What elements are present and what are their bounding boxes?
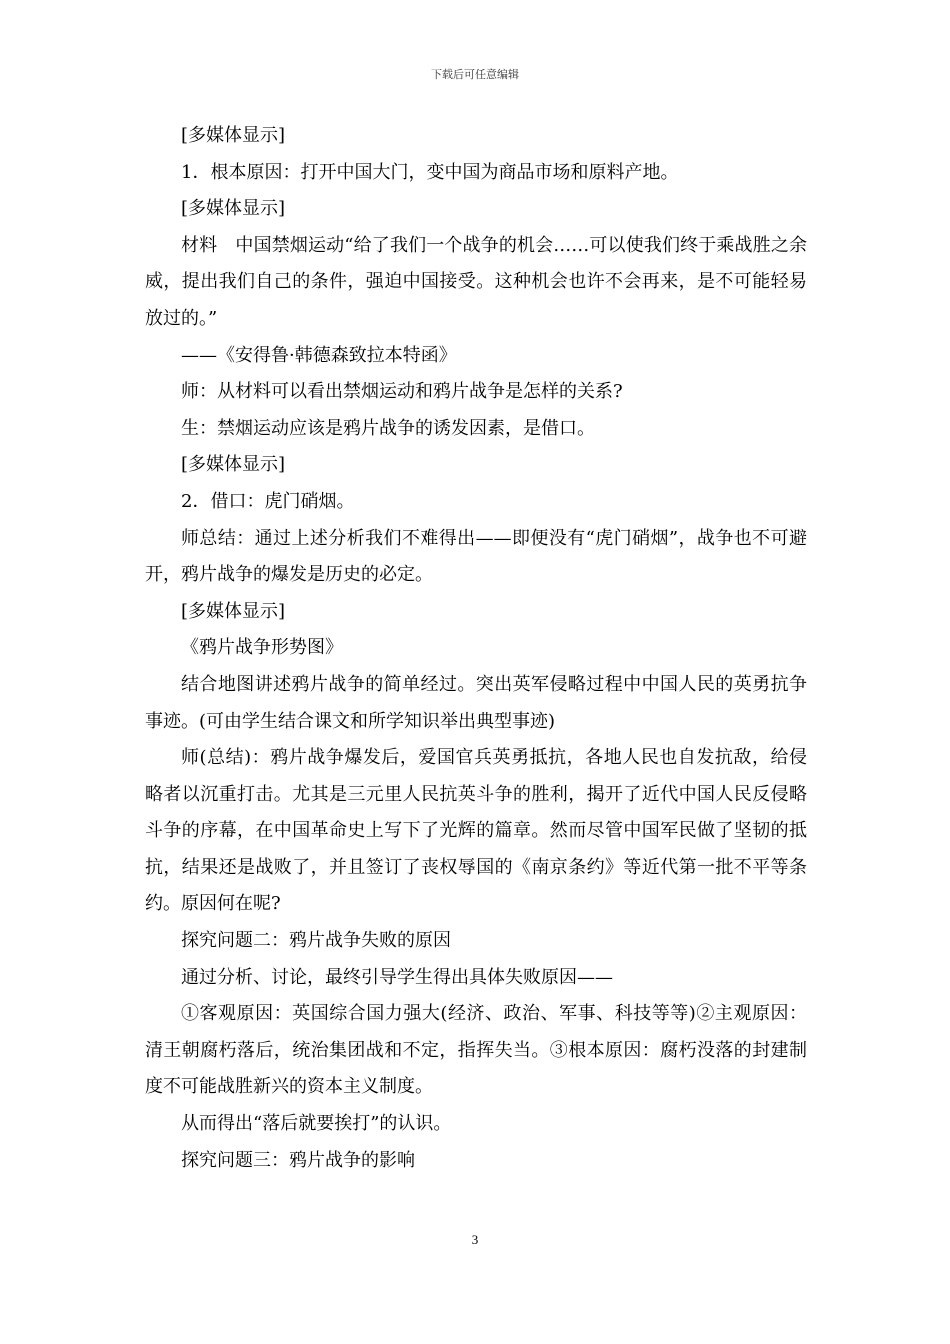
paragraph: [多媒体显示] xyxy=(181,198,286,220)
paragraph: 生：禁烟运动应该是鸦片战争的诱发因素，是借口。 xyxy=(181,417,595,439)
page-number: 3 xyxy=(471,1232,479,1247)
paragraph: 探究问题二：鸦片战争失败的原因 xyxy=(181,930,451,952)
page-header: 下载后可任意编辑 xyxy=(431,68,519,81)
paragraph: 师：从材料可以看出禁烟运动和鸦片战争是怎样的关系? xyxy=(181,381,623,403)
paragraph: 师总结：通过上述分析我们不难得出——即便没有“虎门硝烟”，战争也不可避开，鸦片战争的爆发是历史的必定。 xyxy=(145,527,807,586)
paragraph: 1．根本原因：打开中国大门，变中国为商品市场和原料产地。 xyxy=(181,161,679,183)
paragraph: 通过分析、讨论，最终引导学生得出具体失败原因—— xyxy=(181,966,613,988)
paragraph: [多媒体显示] xyxy=(181,454,286,476)
paragraph: 探究问题三：鸦片战争的影响 xyxy=(181,1149,415,1171)
paragraph: ①客观原因：英国综合国力强大(经济、政治、军事、科技等等)②主观原因：清王朝腐朽落后，统治集团战和不定，指挥失当。③根本原因：腐朽没落的封建制度不可能战胜新兴的资本主义制度。 xyxy=(145,1003,807,1098)
paragraph: ——《安得鲁·韩德森致拉本特函》 xyxy=(181,344,457,366)
paragraph: 结合地图讲述鸦片战争的简单经过。突出英军侵略过程中中国人民的英勇抗争事迹。(可由学生结合课文和所学知识举出典型事迹) xyxy=(145,673,807,732)
paragraph: [多媒体显示] xyxy=(181,600,286,622)
paragraph: 《鸦片战争形势图》 xyxy=(181,637,343,659)
paragraph: 师(总结)：鸦片战争爆发后，爱国官兵英勇抵抗，各地人民也自发抗敌，给侵略者以沉重打击。尤其是三元里人民抗英斗争的胜利，揭开了近代中国人民反侵略斗争的序幕，在中国革命史上写下了光辉的篇章。然而尽管中国军民做了坚韧的抵抗，结果还是战败了，并且签订了丧权辱国的《南京条约》等近代第一批不平等条约。原因何在呢? xyxy=(145,747,807,915)
paragraph: 2．借口：虎门硝烟。 xyxy=(181,490,355,512)
document-body xyxy=(145,118,807,1179)
paragraph: 从而得出“落后就要挨打”的认识。 xyxy=(181,1113,452,1135)
paragraph: [多媒体显示] xyxy=(181,125,286,146)
paragraph: 材料 中国禁烟运动“给了我们一个战争的机会……可以使我们终于乘战胜之余威，提出我们自己的条件，强迫中国接受。这种机会也许不会再来，是不可能轻易放过的。” xyxy=(145,234,807,329)
